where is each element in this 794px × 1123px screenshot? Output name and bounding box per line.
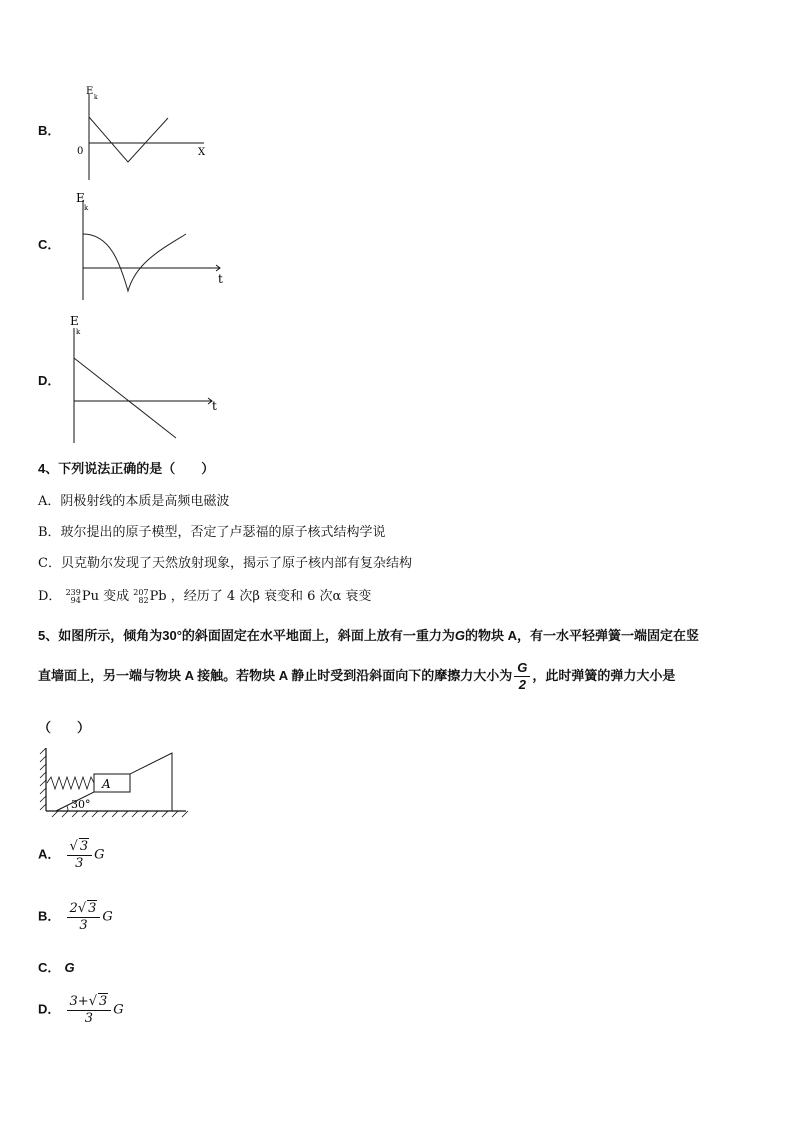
graph-c-y-sub: k (84, 204, 89, 212)
q4-option-d: D． 239 94 Pu 变成 207 82 Pb ，经历了 4 次β 衰变和 6 次α 衰变 (38, 587, 372, 605)
nuclide-pb: 207 82 Pb (133, 587, 167, 605)
option-b-label: B． (38, 123, 61, 138)
nuclide-pu: 239 94 Pu (65, 587, 99, 605)
angle-arc (67, 806, 68, 811)
q4-option-a: A．阴极射线的本质是高频电磁波 (38, 494, 230, 509)
incline-figure (38, 748, 190, 820)
graph-b-y-sub: k (94, 94, 98, 101)
graph-d-line (74, 358, 176, 438)
graph-b (72, 84, 212, 184)
graph-c-curve (83, 234, 186, 291)
q5-option-d: D． $\frac{3+√ 3}{3}$ G (38, 994, 124, 1026)
q4-stem: 4、下列说法正确的是（ ） (38, 461, 215, 476)
q5-stem-line1: 5、如图所示，倾角为30°的斜面固定在水平地面上，斜面上放有一重力为G的物块 A，有一水平轻弹簧一端固定在竖 (38, 628, 700, 643)
q4-option-b: B．玻尔提出的原子模型，否定了卢瑟福的原子核式结构学说 (38, 525, 386, 540)
ground-hatch (52, 811, 188, 817)
q4-option-d-label: D． (38, 589, 62, 604)
block-a-label: A (102, 777, 111, 791)
q4-option-c: C．贝克勒尔发现了天然放射现象，揭示了原子核内部有复杂结构 (38, 556, 412, 571)
graph-d-x-label: t (212, 399, 217, 413)
angle-label: 30° (71, 798, 91, 811)
block-a (94, 774, 130, 792)
frac-g-over-2: $\frac{G}{2}$ (514, 660, 530, 693)
q5-paren: （ ） (38, 720, 91, 735)
spring (47, 777, 94, 789)
graph-b-curve (89, 117, 168, 162)
option-c-label: C． (38, 237, 61, 252)
graph-c-x-label: t (218, 272, 223, 286)
graph-d-y-label: E (70, 314, 79, 328)
graph-b-y-label: E (86, 86, 94, 97)
q5-stem-line2: 直墙面上，另一端与物块 A 接触。若物块 A 静止时受到沿斜面向下的摩擦力大小为 $\frac{G}{2}$ ，此时弹簧的弹力大小是 (38, 660, 676, 692)
option-d-label: D． (38, 373, 61, 388)
graph-d-y-sub: k (76, 328, 81, 336)
wall-hatch (40, 748, 46, 810)
q5-option-a: A． $\frac{√ 3}{3}$ G (38, 839, 105, 871)
graph-d (66, 310, 226, 445)
q5-option-c: C． G (38, 960, 75, 975)
q5-option-b: B． $\frac{2√ 3}{3}$ G (38, 901, 113, 933)
graph-b-x-label: X (198, 147, 206, 158)
graph-c-y-label: E (76, 191, 85, 205)
graph-b-origin: 0 (77, 146, 84, 157)
graph-c (70, 188, 230, 303)
